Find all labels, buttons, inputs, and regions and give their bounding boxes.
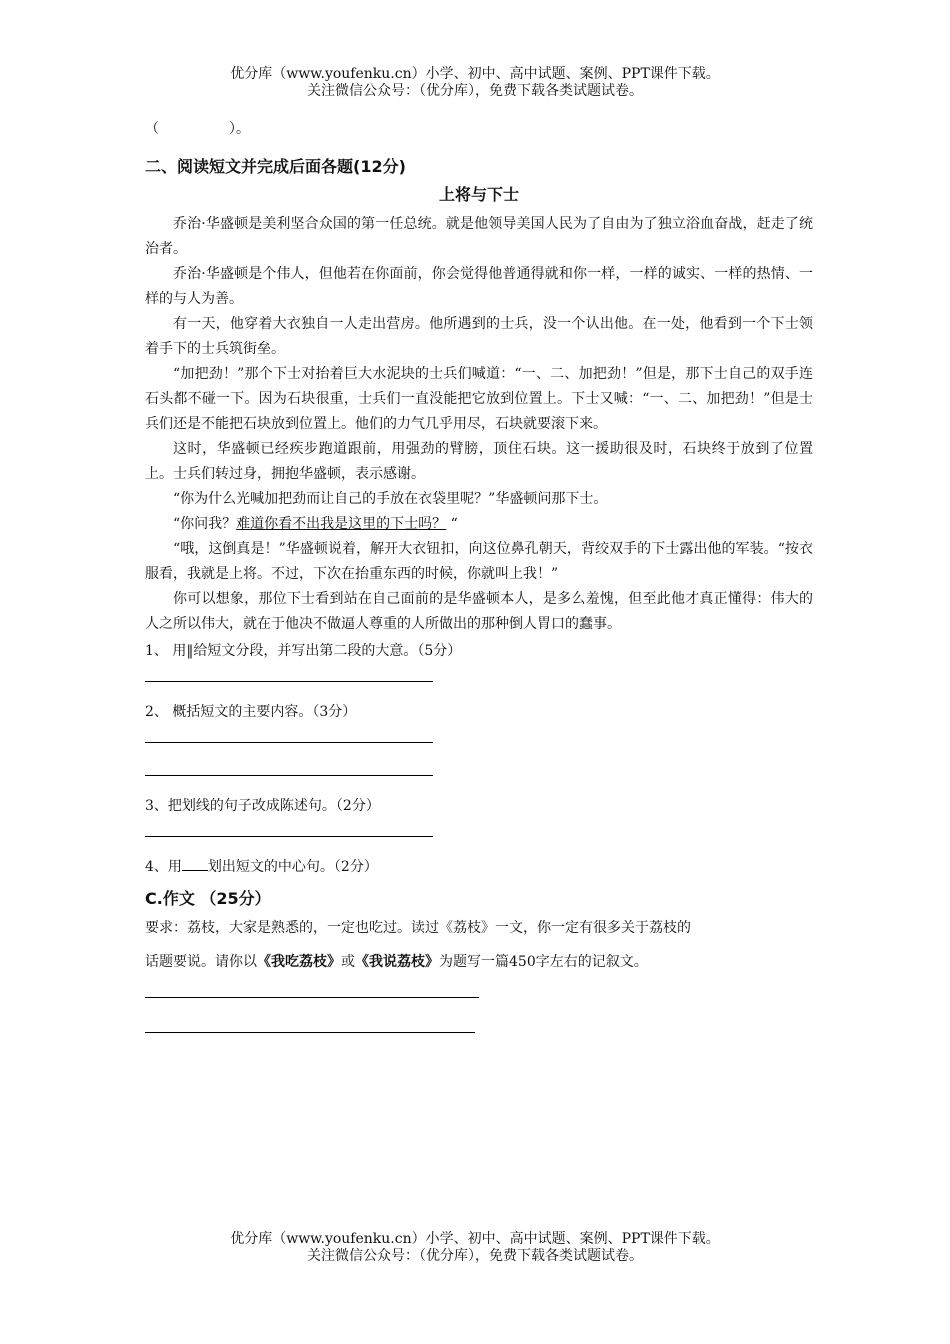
requirement-line-1: 要求：荔枝，大家是熟悉的，一定也吃过。读过《荔枝》一文，你一定有很多关于荔枝的 <box>145 920 691 936</box>
section-heading: 二、阅读短文并完成后面各题(12分) <box>145 157 406 176</box>
question-4 <box>145 855 813 879</box>
requirement-text: 为题写一篇450字左右的记叙文。 <box>439 954 648 970</box>
composition-requirement <box>145 911 813 979</box>
underline-mark-sample <box>182 858 208 871</box>
main-content <box>145 118 813 1033</box>
passage-paragraph: 你可以想象，那位下士看到站在自己面前的是华盛顿本人，是多么羞愧，但至此他才真正懂得：伟大的人之所以伟大，就在于他决不做逼人尊重的人所做出的那种倒人胃口的蠢事。 <box>145 591 813 632</box>
question-3: 3、把划线的句子改成陈述句。（2分） <box>145 798 380 814</box>
passage-paragraph: “哦，这倒真是！”华盛顿说着，解开大衣钮扣，向这位鼻孔朝天，背绞双手的下士露出他的军装。“按衣服看，我就是上将。不过，下次在抬重东西的时候，你就叫上我！” <box>145 541 813 582</box>
passage-paragraph: 乔治·华盛顿是个伟人，但他若在你面前，你会觉得他普通得就和你一样，一样的诚实、一样的热情、一样的与人为善。 <box>145 266 813 307</box>
passage-title: 上将与下士 <box>438 185 519 204</box>
header-line-1: 优分库（www.youfenku.cn）小学、初中、高中试题、案例、PPT课件下载。 <box>230 66 720 82</box>
footer-line-1: 优分库（www.youfenku.cn）小学、初中、高中试题、案例、PPT课件下载。 <box>230 1231 720 1247</box>
question-1: 1、 用‖给短文分段，并写出第二段的大意。（5分） <box>145 643 462 659</box>
passage-paragraph: 有一天，他穿着大衣独自一人走出营房。他所遇到的士兵，没一个认出他。在一处，他看到一个下士领着手下的士兵筑街垒。 <box>145 316 813 357</box>
page-header <box>0 66 950 100</box>
header-line-2: 关注微信公众号：（优分库），免费下载各类试题试卷。 <box>307 83 643 99</box>
requirement-line-2 <box>145 945 813 979</box>
dialogue-end: “ <box>446 516 458 532</box>
composition-heading: C.作文 （25分） <box>145 889 271 908</box>
essay-title-option-1: 《我吃荔枝》 <box>257 954 341 970</box>
passage-paragraph: 乔治·华盛顿是美利坚合众国的第一任总统。就是他领导美国人民为了自由为了独立浴血奋战，赶走了统治者。 <box>145 216 813 257</box>
requirement-text: 或 <box>341 954 355 970</box>
passage-paragraph: “你为什么光喊加把劲而让自己的手放在衣袋里呢？”华盛顿问那下士。 <box>173 491 608 507</box>
writing-line[interactable] <box>145 1032 475 1033</box>
question-4-start: 4、用 <box>145 859 182 875</box>
requirement-text: 话题要说。请你以 <box>145 954 257 970</box>
question-4-end: 划出短文的中心句。（2分） <box>207 859 378 875</box>
passage-paragraph: “加把劲！”那个下士对抬着巨大水泥块的士兵们喊道：“一、二、加把劲！”但是，那下士自己的双手连石头都不碰一下。因为石块很重，士兵们一直没能把它放到位置上。下士又喊：“一、二、加把劲！”但是士兵们还是不能把石块放到位置上。他们的力气几乎用尽，石块就要滚下来。 <box>145 366 813 432</box>
page-footer <box>0 1231 950 1265</box>
footer-line-2: 关注微信公众号：（优分库），免费下载各类试题试卷。 <box>307 1248 643 1264</box>
essay-title-option-2: 《我说荔枝》 <box>355 954 439 970</box>
passage-paragraph <box>145 512 813 537</box>
underlined-sentence: 难道你看不出我是这里的下士吗？ <box>236 516 447 532</box>
passage-paragraph: 这时，华盛顿已经疾步跑道跟前，用强劲的臂膀，顶住石块。这一援助很及时，石块终于放到了位置上。士兵们转过身，拥抱华盛顿，表示感谢。 <box>145 441 813 482</box>
answer-paren: （ ）。 <box>145 121 250 137</box>
question-2: 2、 概括短文的主要内容。（3分） <box>145 704 357 720</box>
dialogue-start: “你问我？ <box>173 516 237 532</box>
